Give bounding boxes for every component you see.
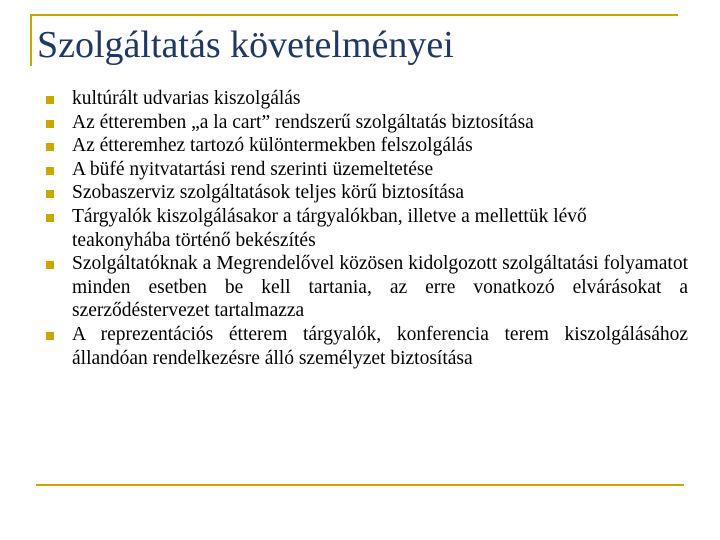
bullet-text: Az étteremhez tartozó különtermekben felszolgálás [72,135,473,157]
bullet-text: Az étteremben „a la cart” rendszerű szolgáltatás biztosítása [72,111,534,133]
slide-title: Szolgáltatás követelményei [37,24,454,66]
bullet-text: A büfé nyitvatartási rend szerinti üzemeltetése [72,158,434,180]
bullet-text: kultúrált udvarias kiszolgálás [72,88,301,109]
bullet-item [44,111,688,135]
bullet-item [44,87,688,111]
square-bullet-icon [46,332,54,340]
bottom-accent-line [36,484,684,486]
title-accent-horizontal-line [30,14,678,16]
bullet-list [44,87,688,370]
square-bullet-icon [46,214,54,222]
bullet-text: Szolgáltatóknak a Megrendelővel közösen kidolgozott szolgáltatási folyamatot minden esetben be kell tartania, az erre vonatkozó elvárásokat a szerződéstervezet tartalmazza [72,253,688,322]
bullet-text: Tárgyalók kiszolgálásakor a tárgyalókban, illetve a mellettük lévő teakonyhába történő bekészítés [72,205,587,251]
square-bullet-icon [46,167,54,175]
bullet-item [44,252,688,323]
bullet-text: Szobaszerviz szolgáltatások teljes körű biztosítása [72,182,465,204]
title-accent-vertical-line [30,14,32,66]
square-bullet-icon [46,96,54,104]
bullet-text: A reprezentációs étterem tárgyalók, konferencia terem kiszolgálásához állandóan rendelkezésre álló személyzet biztosítása [72,323,688,369]
bullet-item [44,181,688,205]
square-bullet-icon [46,120,54,128]
square-bullet-icon [46,143,54,151]
bullet-item [44,134,688,158]
square-bullet-icon [46,261,54,269]
bullet-item [44,323,688,370]
bullet-item [44,205,688,252]
bullet-item [44,158,688,182]
square-bullet-icon [46,190,54,198]
